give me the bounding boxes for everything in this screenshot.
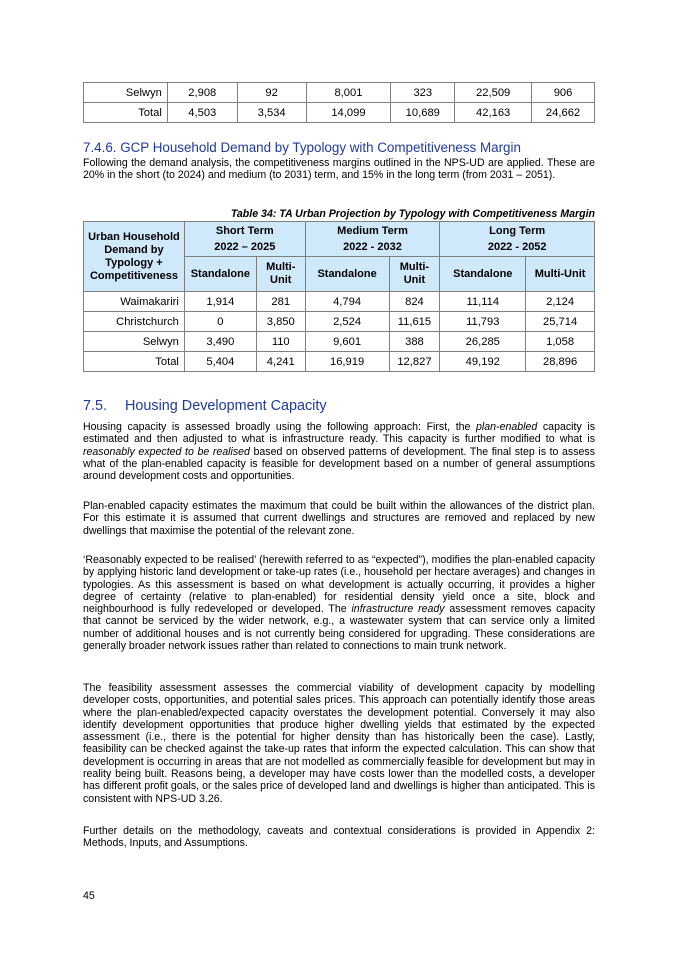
page-number: 45 bbox=[83, 890, 95, 902]
table-row bbox=[84, 312, 595, 332]
subheader-multi-unit: Multi-Unit bbox=[256, 257, 305, 292]
subheader-multi-unit: Multi-Unit bbox=[389, 257, 440, 292]
row-label: Waimakariri bbox=[84, 292, 185, 312]
paragraph-plan-enabled: Plan-enabled capacity estimates the maximum that could be built within the allowances of the district plan. For this estimate it is assumed that current dwellings and structures are removed and replaced by new dwellings that maximise the potential of the relevant zone. bbox=[83, 500, 595, 537]
group-title: Medium Term bbox=[337, 224, 408, 237]
table-cell: 22,509 bbox=[455, 83, 532, 103]
table-cell: 388 bbox=[389, 332, 440, 352]
table-cell: 12,827 bbox=[389, 352, 440, 372]
table-cell: 906 bbox=[532, 83, 595, 103]
subheader-multi-unit: Multi-Unit bbox=[526, 257, 595, 292]
table-row bbox=[84, 352, 595, 372]
subheader-standalone: Standalone bbox=[184, 257, 256, 292]
row-label: Selwyn bbox=[84, 332, 185, 352]
table-row bbox=[84, 332, 595, 352]
section-number: 7.5. bbox=[83, 398, 108, 414]
group-header-short-term bbox=[184, 222, 305, 257]
text-run: Housing capacity is assessed broadly using the following approach: First, the bbox=[83, 421, 477, 433]
emphasis-text: infrastructure ready bbox=[351, 603, 445, 616]
table-cell: 24,662 bbox=[532, 103, 595, 123]
table-cell: 4,503 bbox=[167, 103, 237, 123]
row-label: Christchurch bbox=[84, 312, 185, 332]
table-caption: Table 34: TA Urban Projection by Typology with Competitiveness Margin bbox=[230, 208, 595, 220]
table-cell: 3,850 bbox=[256, 312, 305, 332]
table-cell: 42,163 bbox=[455, 103, 532, 123]
text-run: ‘Reasonably expected to be realised’ (herewith referred to as “expected”), modifies the plan-enabled capacity by applying historic land development or take-up rates (i.e., household per hectare averages) and changes in typologies. As this assessment is based on what development is actually occurring, it provides a higher degree of certainty (relative to plan-enabled) for residential density yield once a site, block and neighbourhood is fully redeveloped or developed. The bbox=[83, 554, 595, 616]
table-cell: 2,524 bbox=[305, 312, 389, 332]
table-cell: 1,058 bbox=[526, 332, 595, 352]
table-cell: 5,404 bbox=[184, 352, 256, 372]
table-cell: 3,534 bbox=[237, 103, 306, 123]
text-run: assessment removes capacity that cannot be serviced by the wider network, e.g., a wastewater system that can service only a limited number of additional houses and is not currently being considered for upgrading. These considerations are generally broader network issues rather than related to connections to main trunk network. bbox=[83, 603, 595, 653]
table-cell: 8,001 bbox=[306, 83, 391, 103]
table-cell: 4,794 bbox=[305, 292, 389, 312]
group-title: Short Term bbox=[215, 224, 274, 237]
section-heading-7-4-6: 7.4.6. GCP Household Demand by Typology with Competitiveness Margin bbox=[83, 140, 521, 155]
group-range: 2022 - 2032 bbox=[343, 240, 402, 253]
table-cell: 49,192 bbox=[440, 352, 526, 372]
group-range: 2022 - 2052 bbox=[487, 240, 547, 253]
group-header-long-term bbox=[440, 222, 595, 257]
table-cell: 10,689 bbox=[391, 103, 455, 123]
subheader-standalone: Standalone bbox=[305, 257, 389, 292]
subheader-standalone: Standalone bbox=[440, 257, 526, 292]
table-header-row bbox=[84, 222, 595, 257]
paragraph-reasonably-expected bbox=[83, 554, 595, 652]
table-cell: 110 bbox=[256, 332, 305, 352]
table-row bbox=[84, 103, 595, 123]
table-cell: 3,490 bbox=[184, 332, 256, 352]
text-run: capacity is estimated and then adjusted to what is infrastructure ready. This capacity is further modified to what is bbox=[83, 421, 595, 446]
emphasis-text: plan-enabled bbox=[476, 421, 538, 433]
table-cell: 11,793 bbox=[440, 312, 526, 332]
row-label: Selwyn bbox=[84, 83, 168, 103]
row-label: Total bbox=[84, 103, 168, 123]
paragraph-housing-capacity bbox=[83, 421, 595, 482]
table-row bbox=[84, 83, 595, 103]
table-cell: 14,099 bbox=[306, 103, 391, 123]
paragraph-feasibility: The feasibility assessment assesses the commercial viability of development capacity by modelling developer costs, opportunities, and potential sales prices. This approach can potentially identify those areas where the plan-enabled/expected capacity overstates the development potential. Conversely it may also identify development opportunities that produce higher dwelling yields that estimated by the expected assessment (i.e., there is the potential for higher density than has historically been the case). Lastly, feasibility can be checked against the take-up rates that inform the expected calculation. This can show that development is occurring in areas that are not modelled as commercially feasible for development but may in reality being built. Reasons being, a developer may have costs lower than the modelled costs, a developer has different profit goals, or the sales price of developed land and dwellings is higher than anticipated. This is consistent with NPS-UD 3.26. bbox=[83, 682, 595, 805]
table-cell: 4,241 bbox=[256, 352, 305, 372]
table-cell: 25,714 bbox=[526, 312, 595, 332]
table-cell: 824 bbox=[389, 292, 440, 312]
group-range: 2022 – 2025 bbox=[214, 240, 276, 253]
table-cell: 28,896 bbox=[526, 352, 595, 372]
row-label: Total bbox=[84, 352, 185, 372]
group-title: Long Term bbox=[489, 224, 546, 237]
table-cell: 2,908 bbox=[167, 83, 237, 103]
group-header-medium-term bbox=[305, 222, 440, 257]
table-cell: 1,914 bbox=[184, 292, 256, 312]
table-cell: 9,601 bbox=[305, 332, 389, 352]
table-cell: 0 bbox=[184, 312, 256, 332]
table-cell: 11,615 bbox=[389, 312, 440, 332]
table-row bbox=[84, 292, 595, 312]
emphasis-text: reasonably expected to be realised bbox=[83, 445, 250, 458]
section-title: Housing Development Capacity bbox=[125, 398, 327, 414]
section-7-4-6-paragraph: Following the demand analysis, the competitiveness margins outlined in the NPS-UD are applied. These are 20% in the short (to 2024) and medium (to 2031) term, and 15% in the long term (from 2031 – 2051). bbox=[83, 157, 595, 182]
corner-header: Urban Household Demand by Typology + Competitiveness bbox=[84, 222, 185, 292]
section-heading-7-5 bbox=[83, 398, 327, 414]
table-cell: 11,114 bbox=[440, 292, 526, 312]
table-cell: 26,285 bbox=[440, 332, 526, 352]
top-continuation-table bbox=[83, 82, 595, 123]
table-cell: 16,919 bbox=[305, 352, 389, 372]
table-cell: 2,124 bbox=[526, 292, 595, 312]
table-cell: 323 bbox=[391, 83, 455, 103]
paragraph-further-details: Further details on the methodology, caveats and contextual considerations is provided in Appendix 2: Methods, Inputs, and Assumptions. bbox=[83, 825, 595, 850]
text-run: based on observed patterns of development. The final step is to assess what of the plan-enabled capacity is feasible for development based on a number of general assumptions around development costs and opportunities. bbox=[83, 445, 595, 483]
table-cell: 281 bbox=[256, 292, 305, 312]
table-cell: 92 bbox=[237, 83, 306, 103]
table-34 bbox=[83, 221, 595, 372]
